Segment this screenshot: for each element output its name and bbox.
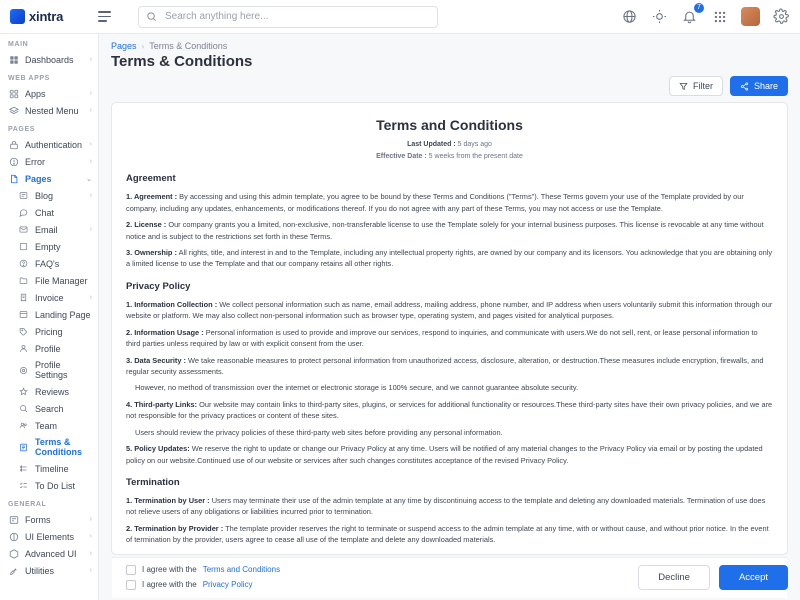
sidebar-item-label: To Do List: [35, 480, 76, 491]
agree-terms-prefix: I agree with the: [142, 565, 197, 575]
paragraph-text: We reserve the right to update or change our Privacy Policy at any time. Users will be notified of any material changes to the Privacy Policy via email or by posting the updated policy on our website.Continued use of our website or services after such changes constitutes acceptance of the revised Privacy Policy.: [126, 444, 763, 465]
sidebar-item-label: Empty: [35, 241, 61, 252]
section-paragraph: [126, 247, 773, 270]
sidebar-section-webapps: [0, 68, 98, 119]
sidebar-item-authentication[interactable]: [0, 136, 98, 153]
sidebar-item-advanced-ui[interactable]: [0, 545, 98, 562]
paragraph-text: Our company grants you a limited, non-exclusive, non-transferable license to use the Template solely for your internal business purposes. This license is revocable at any time without notice and is subject to the restrictions set forth in these Terms.: [126, 220, 764, 241]
sidebar-item-faqs[interactable]: [0, 255, 98, 272]
sidebar-section-pages: [0, 119, 98, 494]
paragraph-lead: 4. Third-party Links:: [126, 399, 198, 409]
page-title: Terms & Conditions: [111, 53, 253, 70]
section-heading: Termination: [126, 477, 180, 489]
sidebar-section-label: GENERAL: [8, 501, 47, 508]
notifications-badge: 7: [694, 3, 704, 13]
chevron-right-icon: ›: [89, 567, 92, 574]
privacy-policy-link[interactable]: Privacy Policy: [202, 580, 253, 590]
sidebar-item-label: Dashboards: [25, 54, 74, 65]
faq-icon: [18, 258, 29, 269]
chevron-right-icon: ›: [89, 294, 92, 301]
sidebar-item-label: Pricing: [35, 326, 63, 337]
sidebar-item-label: Chat: [35, 207, 55, 218]
sidebar-item-chat[interactable]: [0, 204, 98, 221]
sidebar-item-search[interactable]: [0, 400, 98, 417]
paragraph-text: However, no method of transmission over the internet or electronic storage is 100% secure, and we cannot guarantee absolute security.: [135, 383, 579, 393]
utilities-icon: [8, 565, 19, 576]
section-paragraph: [126, 219, 773, 242]
folder-icon: [18, 275, 29, 286]
paragraph-text: We collect personal information such as name, email address, mailing address, phone number, and IP address when users voluntarily submit this information through our website or platform. We may also collect non-personal information such as browser type, operating system, and pages visited for analytical purposes.: [126, 299, 773, 321]
sidebar: [0, 34, 99, 600]
chevron-right-icon: ›: [89, 550, 92, 557]
ui-icon: [8, 531, 19, 542]
blog-icon: [18, 190, 29, 201]
section-paragraph: [126, 523, 773, 546]
paragraph-lead: 2. Termination by Provider :: [126, 523, 224, 533]
sidebar-item-label: Nested Menu: [25, 105, 79, 116]
profile-icon: [18, 343, 29, 354]
sidebar-item-label: Invoice: [35, 292, 64, 303]
action-bar: [99, 565, 800, 600]
sidebar-item-label: Email: [35, 224, 58, 235]
section-paragraph: [126, 443, 773, 466]
top-bar-actions: [621, 4, 790, 26]
advanced-icon: [8, 548, 19, 559]
filter-button[interactable]: [669, 76, 723, 96]
sidebar-item-invoice[interactable]: [0, 289, 98, 306]
section-paragraph: [126, 191, 773, 214]
sidebar-section-label: MAIN: [8, 41, 29, 48]
paragraph-lead: 1. Agreement :: [126, 192, 178, 202]
share-button[interactable]: [730, 76, 788, 96]
logo-mark-icon: [10, 9, 25, 24]
sidebar-item-terms-and-conditions[interactable]: [0, 434, 98, 460]
chevron-right-icon: ›: [89, 107, 92, 114]
globe-icon[interactable]: [621, 8, 638, 25]
paragraph-lead: 3. Data Security :: [126, 355, 186, 365]
todo-icon: [18, 480, 29, 491]
sidebar-item-label: Blog: [35, 190, 54, 201]
invoice-icon: [18, 292, 29, 303]
landing-icon: [18, 309, 29, 320]
lock-icon: [8, 139, 19, 150]
main-content: [99, 34, 800, 600]
sidebar-item-file-manager[interactable]: [0, 272, 98, 289]
chevron-right-icon: ›: [89, 141, 92, 148]
chevron-right-icon: ›: [89, 226, 92, 233]
sidebar-item-profile[interactable]: [0, 340, 98, 357]
brand-name: xintra: [29, 9, 64, 24]
grid-apps-icon[interactable]: [711, 8, 728, 25]
paragraph-text: Our website may contain links to third-party sites, plugins, or services for additional functionality or resources.These third-party sites have their own privacy policies, and we are not responsible for the privacy practices or content of these sites.: [126, 399, 773, 421]
paragraph-text: Users should review the privacy policies of these third-party web sites before providing any personal information.: [135, 427, 503, 437]
sidebar-item-label: File Manager: [35, 275, 88, 286]
sidebar-item-nested-menu[interactable]: [0, 102, 98, 119]
sidebar-item-label: Pages: [25, 173, 52, 184]
effective-date: [126, 152, 773, 163]
paragraph-text: The template provider reserves the right to terminate or suspend access to the admin template at any time, with or without cause, and without prior notice. In the event of termination by the provider, users agree to cease all use of the template and delete any downloaded materials.: [126, 523, 769, 545]
hamburger-menu-icon[interactable]: [98, 8, 116, 26]
grid-icon: [8, 54, 19, 65]
sidebar-item-label: Terms & Conditions: [35, 437, 82, 457]
sidebar-item-to-do-list[interactable]: [0, 477, 98, 494]
decline-button[interactable]: Decline: [638, 565, 710, 590]
paragraph-text: Personal information is used to provide and improve our services, respond to inquiries, and communicate with users.We do not sell, rent, or lease personal information to third parties unless required by law or with explicit consent from the user.: [126, 327, 758, 349]
apps-icon: [8, 88, 19, 99]
terms-icon: [18, 442, 29, 453]
sidebar-item-email[interactable]: [0, 221, 98, 238]
paragraph-lead: 2. Information Usage :: [126, 327, 204, 337]
sidebar-section-label: PAGES: [8, 126, 35, 133]
breadcrumb-parent[interactable]: Pages: [111, 41, 137, 51]
section-paragraph: [126, 382, 773, 393]
sidebar-item-label: Error: [25, 156, 45, 167]
timeline-icon: [18, 463, 29, 474]
paragraph-text: By accessing and using this admin template, you agree to be bound by these Terms and Conditions ("Terms"). These Terms govern your use of the Template provided by our company, including any updates, enhancements, or modifications thereof. If you do not agree with any part of these Terms, you may not access or use the Template.: [126, 192, 744, 213]
chevron-right-icon: ›: [89, 192, 92, 199]
layers-icon: [8, 105, 19, 116]
sidebar-item-label: Team: [35, 420, 58, 431]
sidebar-item-timeline[interactable]: [0, 460, 98, 477]
paragraph-text: All rights, title, and interest in and to the Template, including any intellectual property rights, are owned by our company and its licensors. You acknowledge that you are obtaining only a limited license to use the Template and that our company retains all other rights.: [126, 247, 773, 269]
top-bar: [0, 0, 800, 34]
sidebar-item-landing-page[interactable]: [0, 306, 98, 323]
paragraph-text: Users may terminate their use of the admin template at any time by discontinuing access to the template and deleting any downloaded materials. Termination of use does not relieve users of any obligations or liabilities incurred prior to termination.: [126, 495, 766, 517]
sidebar-item-team[interactable]: [0, 417, 98, 434]
section-paragraph: [126, 355, 773, 378]
paragraph-lead: 1. Information Collection :: [126, 299, 218, 309]
last-updated: [126, 140, 773, 151]
chevron-right-icon: ›: [89, 90, 92, 97]
pricing-icon: [18, 326, 29, 337]
chat-icon: [18, 207, 29, 218]
form-icon: [8, 514, 19, 525]
terms-link[interactable]: Terms and Conditions: [202, 565, 281, 575]
sidebar-item-label: FAQ's: [35, 258, 60, 269]
sidebar-item-dashboards[interactable]: [0, 51, 98, 68]
search-input[interactable]: [163, 10, 430, 23]
sidebar-item-label: Forms: [25, 514, 51, 525]
sidebar-section-general: [0, 494, 98, 579]
sidebar-item-empty[interactable]: [0, 238, 98, 255]
sidebar-item-profile-settings[interactable]: [0, 357, 98, 383]
chevron-down-icon: ⌄: [86, 175, 92, 183]
section-heading: Privacy Policy: [126, 280, 191, 292]
share-label: Share: [753, 81, 778, 91]
page-icon: [8, 173, 19, 184]
empty-icon: [18, 241, 29, 252]
last-updated-value: 5 days ago: [457, 140, 492, 148]
sidebar-item-pricing[interactable]: [0, 323, 98, 340]
breadcrumb-current: Terms & Conditions: [149, 41, 228, 51]
agree-privacy-prefix: I agree with the: [142, 580, 197, 590]
section-paragraph: [126, 427, 773, 438]
global-search[interactable]: [138, 6, 438, 28]
sidebar-item-error[interactable]: [0, 153, 98, 170]
sidebar-item-label: Authentication: [25, 139, 83, 150]
sidebar-item-utilities[interactable]: [0, 562, 98, 579]
section-paragraph: [126, 399, 773, 422]
share-icon: [740, 82, 749, 91]
terms-document[interactable]: [112, 103, 787, 557]
chevron-right-icon: ›: [89, 158, 92, 165]
sidebar-item-label: Timeline: [35, 463, 69, 474]
body: [0, 34, 800, 600]
alert-icon: [8, 156, 19, 167]
chevron-right-icon: ›: [89, 56, 92, 63]
filter-label: Filter: [692, 81, 713, 91]
filter-icon: [679, 82, 688, 91]
paragraph-lead: 2. License :: [126, 220, 167, 230]
sidebar-item-label: UI Elements: [25, 531, 75, 542]
section-paragraph: [126, 495, 773, 518]
section-paragraph: [126, 327, 773, 350]
sidebar-item-apps[interactable]: [0, 85, 98, 102]
avatar[interactable]: [741, 7, 760, 26]
paragraph-lead: 1. Termination by User :: [126, 495, 210, 505]
settings-icon: [18, 365, 29, 376]
effective-date-value: 5 weeks from the present date: [428, 152, 523, 160]
sidebar-section-label: WEB APPS: [8, 75, 50, 82]
sidebar-item-pages[interactable]: [0, 170, 98, 187]
paragraph-lead: 5. Policy Updates:: [126, 444, 190, 454]
section-heading: Agreement: [126, 173, 176, 185]
mail-icon: [18, 224, 29, 235]
settings-gear-icon[interactable]: [773, 8, 790, 25]
sidebar-item-label: Landing Page: [35, 309, 91, 320]
notifications-bell-icon[interactable]: [681, 4, 701, 25]
theme-toggle-icon[interactable]: [651, 8, 668, 25]
sidebar-item-forms[interactable]: [0, 511, 98, 528]
brand-logo[interactable]: [10, 9, 88, 24]
search-icon: [18, 403, 29, 414]
sidebar-item-label: Reviews: [35, 386, 70, 397]
document-title: Terms and Conditions: [376, 117, 523, 133]
sidebar-section-main: [0, 34, 98, 68]
sidebar-item-ui-elements[interactable]: [0, 528, 98, 545]
sidebar-item-blog[interactable]: [0, 187, 98, 204]
sidebar-item-reviews[interactable]: [0, 383, 98, 400]
section-paragraph: [126, 299, 773, 322]
breadcrumb: [99, 34, 800, 53]
paragraph-text: We take reasonable measures to protect personal information from unauthorized access, disclosure, alteration, or destruction.These measures include encryption, firewalls, and regular security assessments.: [126, 355, 764, 376]
paragraph-lead: 3. Ownership :: [126, 247, 177, 257]
accept-button[interactable]: Accept: [719, 565, 788, 590]
chevron-right-icon: ›: [89, 533, 92, 540]
effective-date-label: Effective Date :: [376, 152, 427, 160]
chevron-right-icon: ›: [89, 516, 92, 523]
sidebar-item-label: Apps: [25, 88, 46, 99]
search-icon: [146, 11, 157, 22]
breadcrumb-separator-icon: ›: [141, 41, 145, 51]
page-toolbar: [99, 76, 800, 102]
sidebar-item-label: Profile: [35, 343, 61, 354]
sidebar-item-label: Advanced UI: [25, 548, 77, 559]
sidebar-item-label: Search: [35, 403, 64, 414]
star-icon: [18, 386, 29, 397]
sidebar-item-label: Utilities: [25, 565, 55, 576]
sidebar-item-label: Profile Settings: [35, 360, 68, 380]
last-updated-label: Last Updated :: [407, 140, 456, 148]
team-icon: [18, 420, 29, 431]
